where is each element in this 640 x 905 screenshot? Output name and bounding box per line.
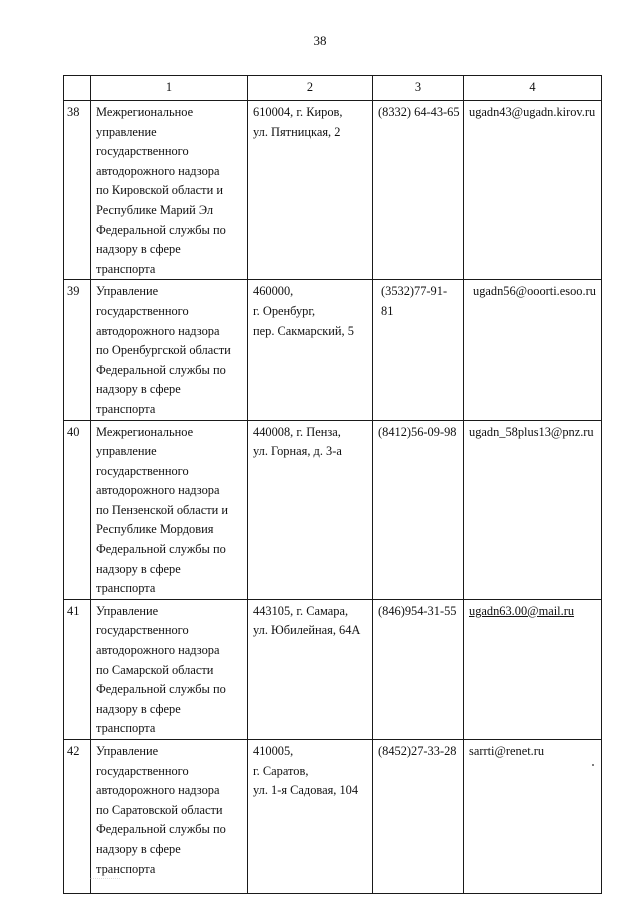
row-number: 40 xyxy=(64,420,91,599)
organization-name: Управление государственного автодорожного надзора по Самарской области Федеральной службы по надзору в сфере транспорта xyxy=(91,599,248,739)
organization-name: Управление государственного автодорожного надзора по Саратовской области Федеральной службы по надзору в сфере транспорта xyxy=(91,740,248,894)
email: sarrti@renet.ru xyxy=(464,740,602,894)
scan-speck xyxy=(592,764,594,766)
address: 440008, г. Пенза, ул. Горная, д. 3-а xyxy=(248,420,373,599)
registry-table xyxy=(63,75,602,894)
email: ugadn56@ooorti.esoo.ru xyxy=(464,280,602,420)
page-number: 38 xyxy=(313,33,327,48)
table-row xyxy=(64,740,602,894)
table-row xyxy=(64,280,602,420)
column-header-2: 2 xyxy=(248,76,373,101)
phone: (8332) 64-43-65 xyxy=(373,101,464,280)
phone: (846)954-31-55 xyxy=(373,599,464,739)
organization-name: Межрегиональное управление государственного автодорожного надзора по Пензенской области и Республике Мордовия Федеральной службы по надзору в сфере транспорта xyxy=(91,420,248,599)
address: 443105, г. Самара, ул. Юбилейная, 64А xyxy=(248,599,373,739)
phone: (8452)27-33-28 xyxy=(373,740,464,894)
row-number: 42 xyxy=(64,740,91,894)
address: 410005, г. Саратов, ул. 1-я Садовая, 104 xyxy=(248,740,373,894)
row-number: 41 xyxy=(64,599,91,739)
column-header-1: 1 xyxy=(91,76,248,101)
email: ugadn_58plus13@pnz.ru xyxy=(464,420,602,599)
column-number-row xyxy=(64,76,602,101)
column-header-index xyxy=(64,76,91,101)
phone: (8412)56-09-98 xyxy=(373,420,464,599)
table-row xyxy=(64,599,602,739)
table-row xyxy=(64,101,602,280)
email: ugadn43@ugadn.kirov.ru xyxy=(464,101,602,280)
organization-name: Управление государственного автодорожного надзора по Оренбургской области Федеральной службы по надзору в сфере транспорта xyxy=(91,280,248,420)
phone: (3532)77-91- 81 xyxy=(373,280,464,420)
organization-name: Межрегиональное управление государственного автодорожного надзора по Кировской области и Республике Марий Эл Федеральной службы по надзору в сфере транспорта xyxy=(91,101,248,280)
column-header-4: 4 xyxy=(464,76,602,101)
email-link[interactable]: ugadn63.00@mail.ru xyxy=(464,599,602,739)
scan-artifact xyxy=(90,878,120,891)
address: 460000, г. Оренбург, пер. Сакмарский, 5 xyxy=(248,280,373,420)
row-number: 39 xyxy=(64,280,91,420)
row-number: 38 xyxy=(64,101,91,280)
table-row xyxy=(64,420,602,599)
column-header-3: 3 xyxy=(373,76,464,101)
address: 610004, г. Киров, ул. Пятницкая, 2 xyxy=(248,101,373,280)
